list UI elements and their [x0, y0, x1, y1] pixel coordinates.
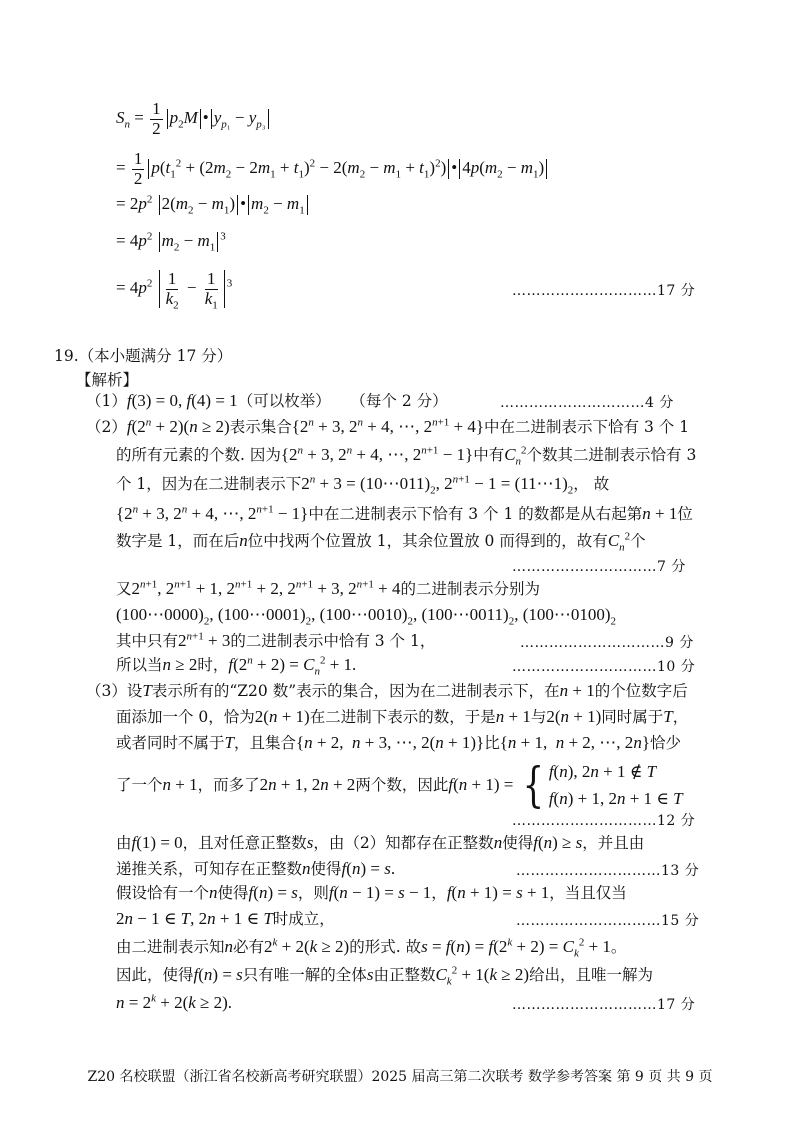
score-marker: …………………………17 分 — [512, 997, 696, 1013]
part2-line-5: 数字是 1，而在后n位中找两个位置放 1，其余位置放 0 而得到的，故有$C_n^2$个 — [116, 530, 646, 554]
score-marker: …………………………15 分 — [516, 913, 700, 929]
part3-line-3: 或者同时不属于T，且集合{n + 2, n + 3, ⋯, 2(n + 1)}比{n + 1, n + 2, ⋯, 2n}恰少 — [116, 733, 681, 752]
part3-line-5: 由f(1) = 0，且对任意正整数s，由（2）知都存在正整数n使得f(n) ≥ s，并且由 — [116, 833, 645, 852]
part2-line-6: 又$2^{n+1}$, $2^{n+1} + 1$, $2^{n+1} + 2$, $2^{n+1} + 3$, $2^{n+1} + 4$的二进制表示分别为 — [116, 578, 540, 598]
score-marker: …………………………13 分 — [516, 863, 700, 879]
derivation-line-1: $S_n$ = $\frac{1}{2}$ $p_2M$ • $y_{p_1} - y_{p_3}$ — [116, 100, 271, 138]
part3-line-9: 由二进制表示知n必有$2^k + 2(k \ge 2)$的形式. 故$s = f(n) = f(2^k + 2) = C_k^2 + 1$。 — [116, 936, 627, 960]
score-marker: …………………………9 分 — [520, 635, 694, 651]
derivation-line-3: = $2p^2$ $2(m_2 - m_1)$ • $m_2 - m_1$ — [116, 195, 310, 215]
part3-line-4: 了一个n + 1，而多了2n + 1, 2n + 2两个数，因此f(n + 1) = { f(n), 2n + 1 ∉ T f(n) + 1, 2n + 1 ∈ T — [116, 757, 683, 814]
part2-line-2: 的所有元素的个数. 因为{$2^n + 3$, $2^n + 4$, ⋯, $2^{n+1} - 1$}中有$C_n^2$个数其二进制表示恰有 3 — [116, 444, 697, 468]
solution-heading: 【解析】 — [76, 371, 139, 389]
part3-line-7: 假设恰有一个n使得f(n) = s，则f(n − 1) = s − 1，f(n + 1) = s + 1，当且仅当 — [116, 883, 627, 902]
score-marker: …………………………4 分 — [500, 395, 674, 411]
part3-line-11: $n = 2^k + 2(k \ge 2)$. — [116, 992, 233, 1012]
part3-line-10: 因此，使得f(n) = s只有唯一解的全体s由正整数$C_k^2 + 1(k \ge 2)$给出，且唯一解为 — [116, 964, 653, 988]
derivation-line-2: = $\frac{1}{2}$ $p(t_1^2 + (2m_2 - 2m_1 + t_1)^2 - 2(m_2 - m_1 + t_1)^2)$ • $4p(m_2 - m_1)$ — [116, 150, 549, 188]
score-marker: …………………………7 分 — [512, 559, 686, 575]
score-marker: …………………………17 分 — [512, 283, 696, 299]
page-footer: Z20 名校联盟（浙江省名校新高考研究联盟）2025 届高三第二次联考 数学参考答案 第 9 页 共 9 页 — [87, 1069, 713, 1085]
part2-line-1: $(2)f(2^n + 2)(n \ge 2)$表示集合{$2^n + 3$, $2^n + 4$, ⋯, $2^{n+1} + 4$}中在二进制表示下恰有 3 个 1 — [86, 416, 690, 436]
part2-line-7: $(100\cdots 0000)_2$, $(100\cdots 0001)_2$, $(100\cdots 0010)_2$, $(100\cdots 0011)_2$, $(100\cdots 0100)_2$ — [116, 605, 617, 628]
score-marker: …………………………10 分 — [512, 659, 696, 675]
part3-line-2: 面添加一个 0，恰为2(n + 1)在二进制下表示的数，于是n + 1与2(n + 1)同时属于T， — [116, 707, 689, 726]
question-title: 19.（本小题满分 17 分） — [54, 347, 233, 365]
derivation-line-5: = $4p^2$ $\frac{1}{k_2}$ − $\frac{1}{k_1}$ $^3$ — [116, 269, 233, 312]
derivation-line-4: = $4p^2$ $m_2 - m_1^3$ — [116, 230, 226, 254]
part3-line-6: 递推关系，可知存在正整数n使得f(n) = s. — [116, 859, 396, 878]
score-marker: …………………………12 分 — [512, 813, 696, 829]
part3-line-1: （3）设T表示所有的“Z20 数”表示的集合，因为在二进制表示下，在n + 1的个位数字后 — [86, 681, 688, 700]
part2-line-8: 其中只有$2^{n+1} + 3$的二进制表示中恰有 3 个 1， — [116, 630, 436, 650]
part2-line-3: 个 1，因为在二进制表示下$2^n + 3$ = $(10\cdots 011)_2$, $2^{n+1} - 1$ = $(11\cdots 1)_2$， 故 — [116, 473, 610, 497]
part2-line-4: {$2^n + 3$, $2^n + 4$, ⋯, $2^{n+1} - 1$}中在二进制表示下恰有 3 个 1 的数都是从右起第n + 1位 — [116, 503, 693, 523]
part2-line-9: 所以当n ≥ 2时，$f(2^n + 2) = C_n^2 + 1$. — [116, 654, 357, 678]
part3-line-8: 2n − 1 ∈ T, 2n + 1 ∈ T时成立， — [116, 909, 335, 928]
part1-line: （1）f(3) = 0, f(4) = 1（可以枚举） （每个 2 分） — [86, 391, 448, 410]
